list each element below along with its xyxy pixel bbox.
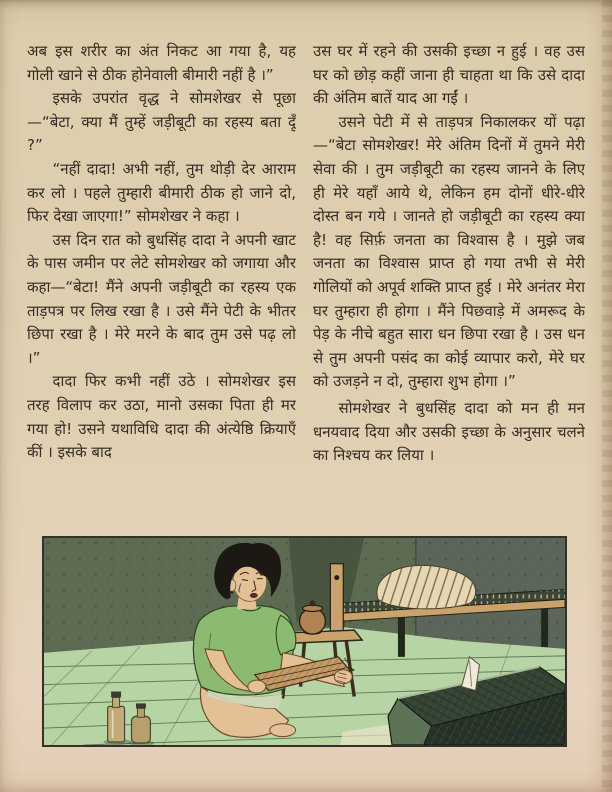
text-column-right [313, 40, 585, 518]
paragraph: इसके उपरांत वृद्ध ने सोमशेखर से पूछा—“बेटा, क्या मैं तुम्हें जड़ीबूटी का रहस्य बता दूँ ?” [27, 89, 296, 155]
boy-left-hand [248, 680, 266, 693]
text-column-left [27, 40, 296, 518]
boy-foot [270, 724, 296, 737]
paragraph: उस दिन रात को बुधसिंह दादा ने अपनी खाट के पास जमीन पर लेटे सोमशेखर को जगाया और कहा—“बेटा! मैंने अपनी जड़ीबूटी का रहस्य एक ताड़पत्र पर लिख रखा है । उसे मैंने पेटी के भीतर छिपा रखा है । मेरे मरने के बाद तुम उसे पढ़ लो ।” [27, 230, 296, 367]
paragraph: अब इस शरीर का अंत निकट आ गया है, यह गोली खाने से ठीक होनेवाली बीमारी नहीं है ।” [27, 42, 296, 84]
paragraph: उस घर में रहने की उसकी इच्छा न हुई । वह उस घर को छोड़ कहीं जाना ही चाहता था कि उसे दादा की अंतिम बातें याद आ गईं । [313, 42, 585, 108]
paragraph: “नहीं दादा! अभी नहीं, तुम थोड़ी देर आराम कर लो । पहले तुम्हारी बीमारी ठीक हो जाने दो, फिर देखा जाएगा!” सोमशेखर ने कहा । [27, 159, 296, 226]
story-illustration [42, 536, 567, 747]
artist-signature: Vandan… [502, 720, 563, 740]
cot-leg [398, 611, 405, 657]
illustration-canvas [44, 538, 565, 745]
paragraph: सोमशेखर ने बुधसिंह दादा को मन ही मन धनयवाद दिया और उसकी इच्छा के अनुसार चलने का निश्चय कर लिया । [313, 398, 585, 465]
paragraph: उसने पेटी में से ताड़पत्र निकालकर यों पढ़ा—“बेटा सोमशेखर! मेरे अंतिम दिनों में तुमने मेरी सेवा की । तुम जड़ीबूटी का रहस्य जानने के लिए ही मेरे यहाँ आये थे, लेकिन हम दोनों धीरे-धीरे दोस्त बन गये । जानते हो जड़ीबूटी का रहस्य क्या है! वह सिर्फ़ जनता का विश्वास है । मुझे जब जनता का विश्वास प्राप्त हो गया तभी से मेरी गोलियों को अपूर्व शक्ति प्राप्त हुई । मेरे अनंतर मेरा घर तुम्हारा ही होगा । मैंने पिछवाड़े में अमरूद के पेड़ के नीचे बहुत सारा धन छिपा रखा है । उस धन से तुम अपनी पसंद का कोई व्यापार करो, मेरे घर को उजड़ने न दो, तुम्हारा शुभ होगा ।” [313, 112, 585, 391]
paragraph: दादा फिर कभी नहीं उठे । सोमशेखर इस तरह विलाप कर उठा, मानो उसका पिता ही मर गया हो! उसने यथाविधि दादा की अंत्येष्ठि क्रियाएँ कीं । इसके बाद [27, 372, 296, 462]
boy-right-hand [334, 670, 352, 684]
boy-mouth [250, 593, 258, 598]
